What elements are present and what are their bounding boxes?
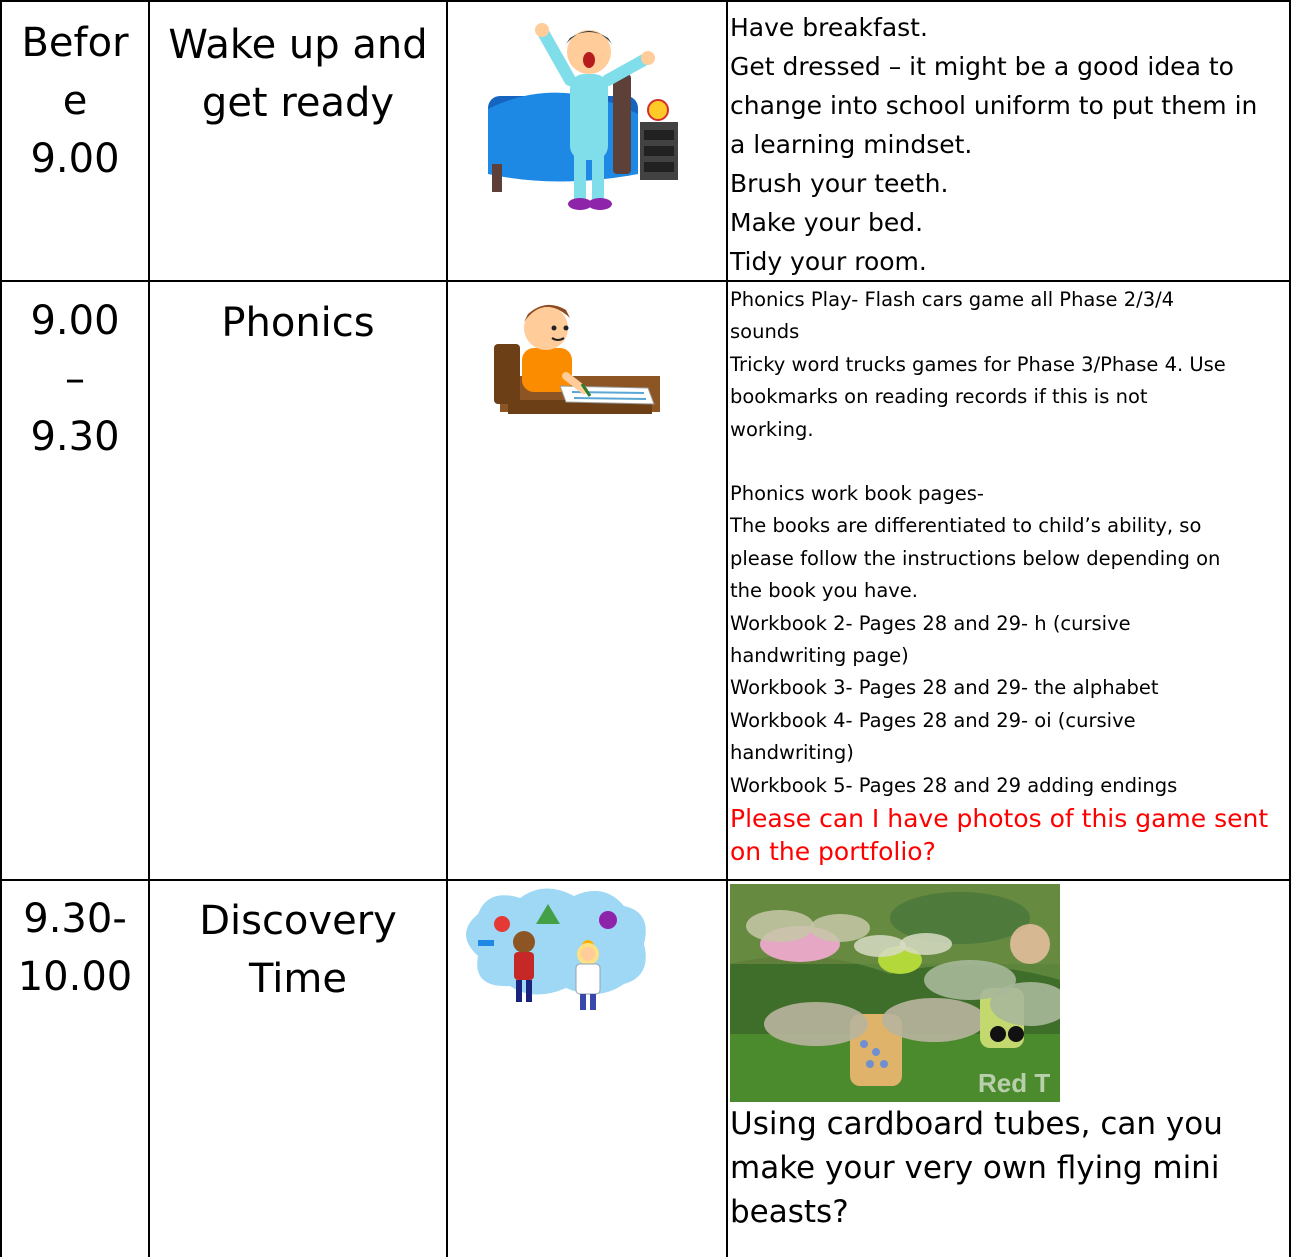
paragraph-gap xyxy=(730,446,1288,478)
time-line: – xyxy=(65,356,85,402)
detail-line: Workbook 4- Pages 28 and 29- oi (cursive xyxy=(730,708,1136,732)
table-border-left xyxy=(0,0,2,1257)
detail-line: beasts? xyxy=(730,1194,849,1230)
column-divider xyxy=(148,0,150,1257)
detail-line: please follow the instructions below depending on xyxy=(730,546,1221,570)
detail-line: a learning mindset. xyxy=(730,130,973,159)
detail-line: sounds xyxy=(730,320,800,344)
detail-line: Brush your teeth. xyxy=(730,169,949,198)
detail-line: change into school uniform to put them in xyxy=(730,91,1258,120)
time-cell xyxy=(2,286,148,466)
detail-line: the book you have. xyxy=(730,579,919,603)
detail-line: bookmarks on reading records if this is not xyxy=(730,385,1148,409)
detail-line: Workbook 2- Pages 28 and 29- h (cursive xyxy=(730,611,1131,635)
detail-line: Make your bed. xyxy=(730,208,924,237)
details-cell xyxy=(728,8,1288,281)
writing-boy-desk-icon xyxy=(448,288,724,428)
time-line: Befor xyxy=(21,20,129,66)
activity-line: Phonics xyxy=(221,300,375,346)
time-line: 10.00 xyxy=(17,954,133,1000)
activity-line: Wake up and xyxy=(168,22,428,68)
waking-boy-bed-icon xyxy=(448,14,724,214)
details-cell xyxy=(728,284,1288,868)
detail-line: Tidy your room. xyxy=(730,247,927,276)
time-cell xyxy=(2,884,148,1006)
photo-request-note: on the portfolio? xyxy=(730,837,936,867)
time-line: e xyxy=(62,78,88,124)
detail-line: handwriting) xyxy=(730,741,854,765)
svg-text:Red T: Red T xyxy=(978,1068,1051,1098)
detail-line: Workbook 3- Pages 28 and 29- the alphabet xyxy=(730,676,1159,700)
detail-line: handwriting page) xyxy=(730,644,909,668)
detail-line: working. xyxy=(730,417,814,441)
detail-line: Tricky word trucks games for Phase 3/Phase 4. Use xyxy=(730,352,1226,376)
details-cell xyxy=(728,882,1288,1234)
time-line: 9.00 xyxy=(30,136,120,182)
cardboard-tube-minibeasts-photo xyxy=(730,884,1060,1102)
detail-line: The books are differentiated to child’s ability, so xyxy=(730,514,1202,538)
detail-line: Have breakfast. xyxy=(730,13,928,42)
time-line: 9.00 xyxy=(30,298,120,344)
time-line: 9.30- xyxy=(23,896,127,942)
detail-line: Get dressed – it might be a good idea to xyxy=(730,52,1234,81)
detail-line: Workbook 5- Pages 28 and 29 adding endings xyxy=(730,773,1178,797)
time-cell xyxy=(2,8,148,188)
science-kids-cloud-icon xyxy=(448,884,724,1014)
row-divider xyxy=(0,879,1291,881)
activity-cell xyxy=(150,8,446,132)
activity-cell xyxy=(150,286,446,352)
detail-line: Phonics work book pages- xyxy=(730,482,984,506)
detail-line: make your very own flying mini xyxy=(730,1150,1220,1186)
activity-line: get ready xyxy=(201,80,395,126)
table-border-top xyxy=(0,0,1291,2)
activity-line: Discovery xyxy=(199,898,397,944)
detail-line: Using cardboard tubes, can you xyxy=(730,1106,1223,1142)
activity-cell xyxy=(150,884,446,1008)
time-line: 9.30 xyxy=(30,414,120,460)
activity-line: Time xyxy=(249,956,347,1002)
detail-line: Phonics Play- Flash cars game all Phase 2/3/4 xyxy=(730,288,1175,311)
photo-request-note: Please can I have photos of this game sent xyxy=(730,804,1269,834)
